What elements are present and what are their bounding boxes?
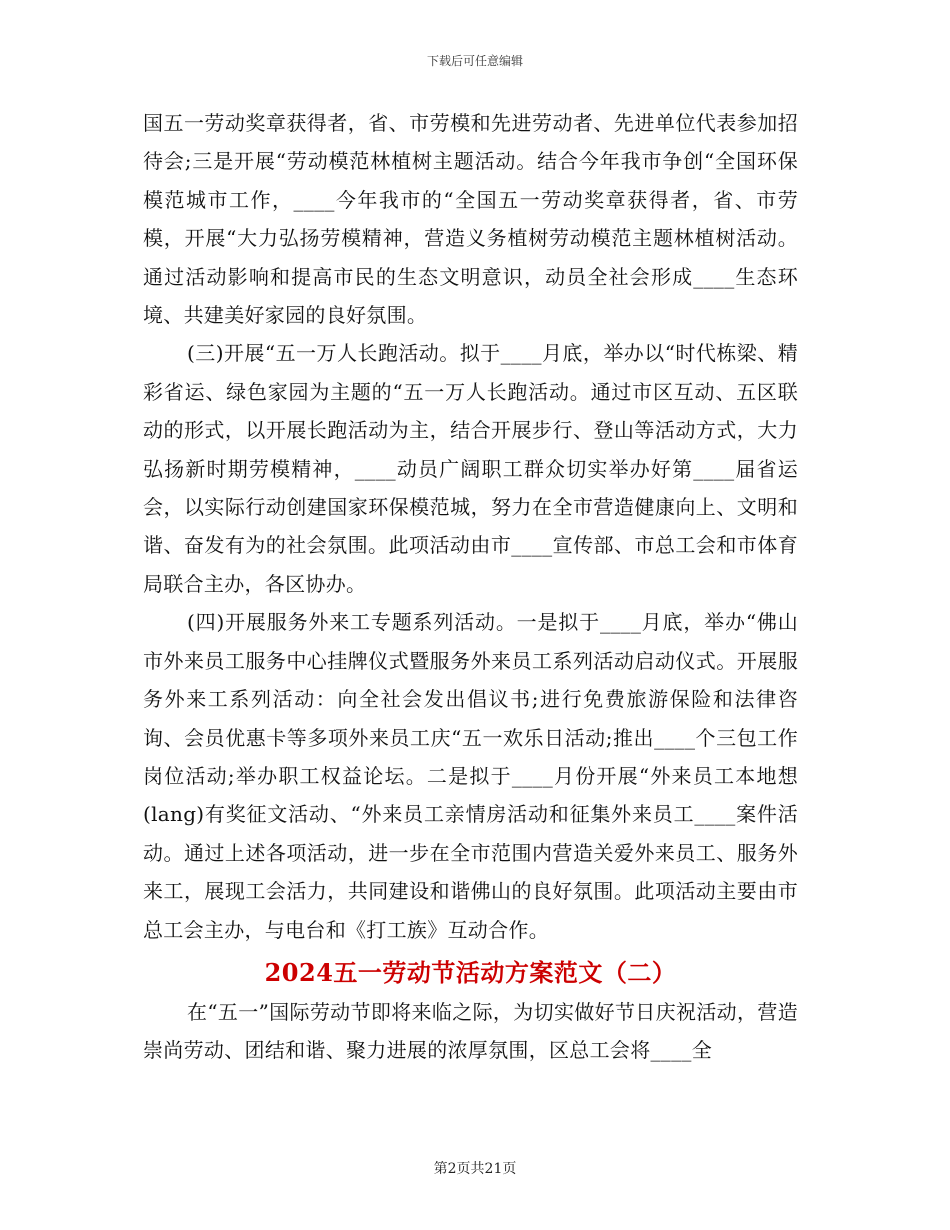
paragraph-section-four: (四)开展服务外来工专题系列活动。一是拟于____月底，举办“佛山市外来员工服务中心挂牌仪式暨服务外来员工系列活动启动仪式。开展服务外来工系列活动：向全社会发出倡议书;进行免费旅游保险和法律咨询、会员优惠卡等多项外来员工庆“五一欢乐日活动;推出____个三包工作岗位活动;举办职工权益论坛。二是拟于____月份开展“外来员工本地想(lang)有奖征文活动、“外来员工亲情房活动和征集外来员工____案件活动。通过上述各项活动，进一步在全市范围内营造关爱外来员工、服务外来工，展现工会活力，共同建设和谐佛山的良好氛围。此项活动主要由市总工会主办，与电台和《打工族》互动合作。 (143, 610, 798, 942)
page-header-note: 下载后可任意编辑 (426, 54, 523, 68)
page-number: 第2页共21页 (433, 1161, 517, 1177)
paragraph-intro: 在“五一”国际劳动节即将来临之际，为切实做好节日庆祝活动，营造崇尚劳动、团结和谐、聚力进展的浓厚氛围，区总工会将____全 (143, 999, 798, 1063)
paragraph-continuation: 国五一劳动奖章获得者，省、市劳模和先进劳动者、先进单位代表参加招待会;三是开展“劳动模范林植树主题活动。结合今年我市争创“全国环保模范城市工作，____今年我市的“全国五一劳动奖章获得者，省、市劳模，开展“大力弘扬劳模精神，营造义务植树劳动模范主题林植树活动。通过活动影响和提高市民的生态文明意识，动员全社会形成____生态环境、共建美好家园的良好氛围。 (143, 111, 798, 328)
section-title: 2024五一劳动节活动方案范文（二） (264, 957, 677, 987)
paragraph-section-three: (三)开展“五一万人长跑活动。拟于____月底，举办以“时代栋梁、精彩省运、绿色家园为主题的“五一万人长跑活动。通过市区互动、五区联动的形式，以开展长跑活动为主，结合开展步行、登山等活动方式，大力弘扬新时期劳模精神，____动员广阔职工群众切实举办好第____届省运会，以实际行动创建国家环保模范城，努力在全市营造健康向上、文明和谐、奋发有为的社会氛围。此项活动由市____宣传部、市总工会和市体育局联合主办，各区协办。 (143, 341, 798, 596)
document-body (143, 104, 798, 1070)
